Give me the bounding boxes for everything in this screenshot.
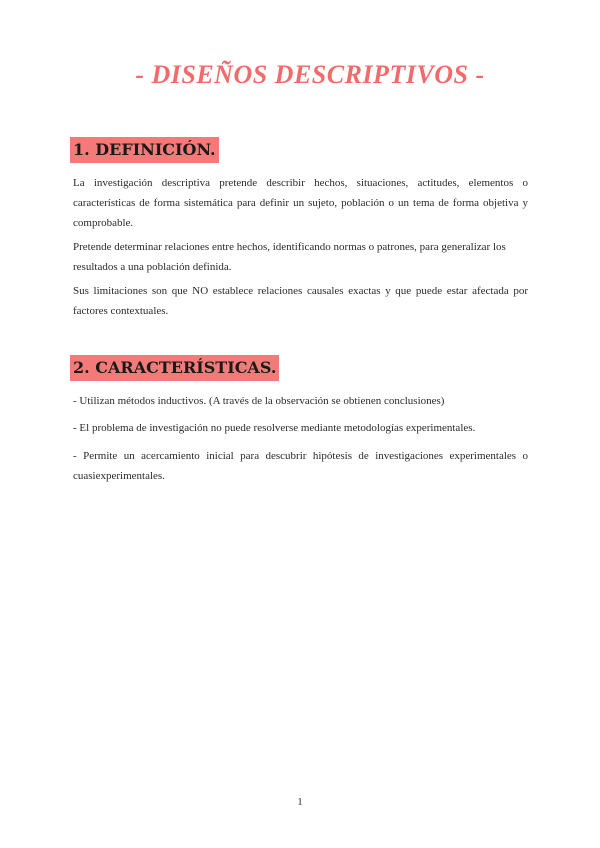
bullet-item [73,418,528,438]
bullet-text: - El problema de investigación no puede resolverse mediante metodologías experimentales. [73,422,476,434]
bullet-text: - Utilizan métodos inductivos. (A través de la observación se obtienen conclusiones) [73,395,445,407]
section-heading-caracteristicas: 2. CARACTERÍSTICAS. [70,355,279,381]
document-title: - DISEÑOS DESCRIPTIVOS - [135,60,485,89]
paragraph-text: La investigación descriptiva pretende describir hechos, situaciones, actitudes, elementos o características de forma sistemática para definir un sujeto, población o un tema de forma objetiva y comprobable. [73,177,528,229]
paragraph-text: Sus limitaciones son que NO establece relaciones causales exactas y que puede estar afectada por factores contextuales. [73,285,528,317]
section-heading-definicion: 1. DEFINICIÓN. [70,137,219,163]
bullet-item [73,446,528,486]
bullet-text: - Permite un acercamiento inicial para descubrir hipótesis de investigaciones experimentales o cuasiexperimentales. [73,450,528,482]
paragraph-objetivo [73,237,528,277]
paragraph-limitaciones [73,281,528,321]
paragraph-text: Pretende determinar relaciones entre hechos, identificando normas o patrones, para generalizar los resultados a una población definida. [73,241,506,273]
bullet-item [73,391,528,411]
page-number: 1 [297,796,303,808]
paragraph-definicion [73,173,528,233]
